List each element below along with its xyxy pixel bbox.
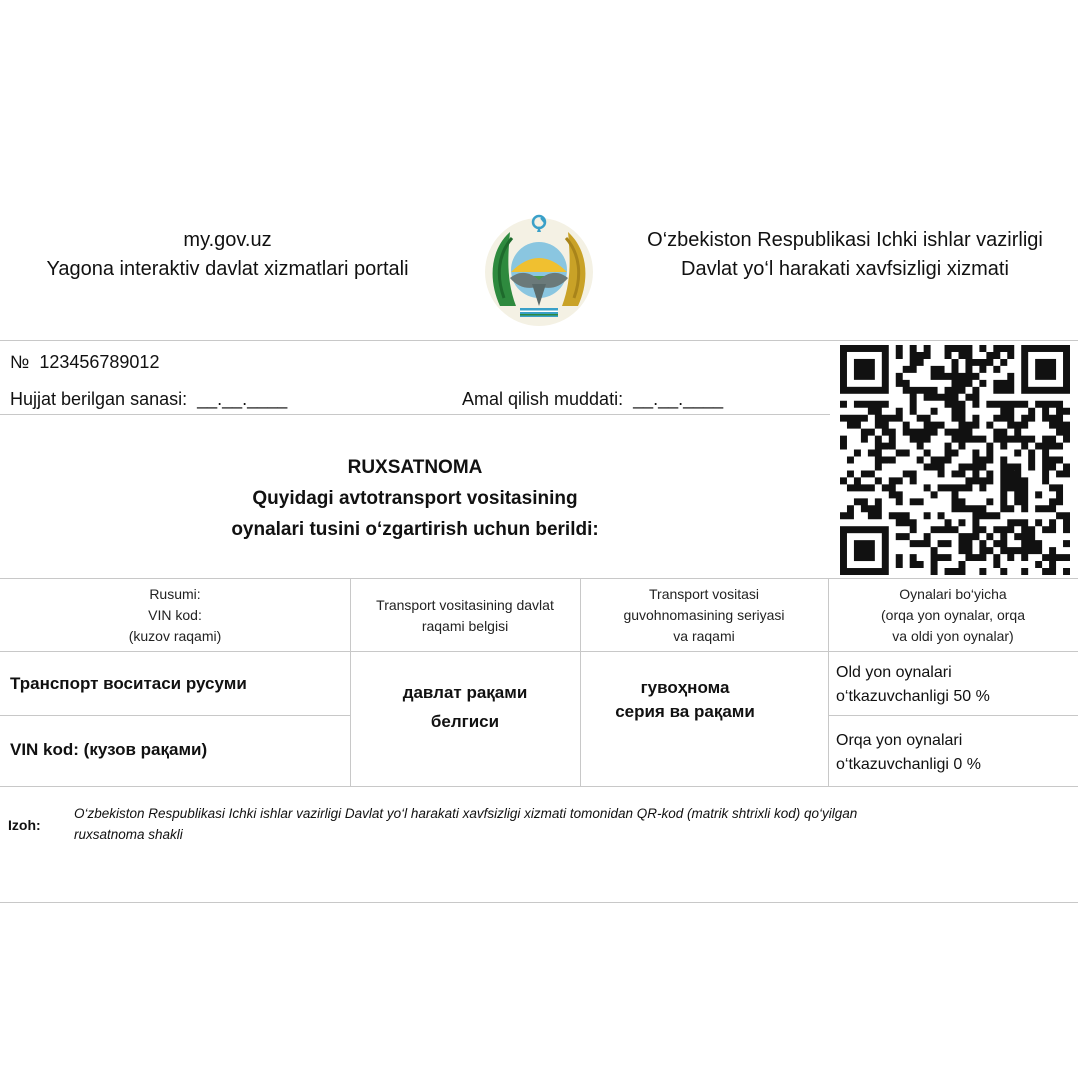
col1-row-divider bbox=[0, 715, 350, 716]
title-subline1: Quyidagi avtotransport vositasining bbox=[252, 488, 578, 509]
header-text: guvohnomasining seriyasi bbox=[623, 607, 785, 623]
portal-url: my.gov.uz bbox=[183, 229, 272, 251]
validity-label: Amal qilish muddati: bbox=[462, 389, 624, 409]
tint-line: Old yon oynalari bbox=[836, 664, 952, 681]
header-text: VIN kod: bbox=[148, 607, 202, 623]
note-line: O‘zbekiston Respublikasi Ichki ishlar vazirligi Davlat yo‘l harakati xavfsizligi xizmati tomonidan QR-kod (matrik shtrixli kod) qo‘yilgan bbox=[74, 806, 858, 821]
tint-line: o‘tkazuvchanligi 0 % bbox=[836, 756, 981, 773]
tint-line: o‘tkazuvchanligi 50 % bbox=[836, 688, 990, 705]
plate-number-cell bbox=[350, 678, 580, 736]
table-top-border bbox=[0, 578, 1078, 579]
certificate-line: гувоҳнома bbox=[640, 678, 730, 697]
number-value: 123456789012 bbox=[39, 352, 160, 372]
issue-date-label: Hujjat berilgan sanasi: bbox=[10, 389, 188, 409]
header-text: Oynalari bo‘yicha bbox=[899, 586, 1007, 602]
title-heading: RUXSATNOMA bbox=[347, 457, 483, 478]
issue-date-value: __.__.____ bbox=[197, 389, 288, 409]
header-model-vin bbox=[0, 584, 350, 647]
validity-date bbox=[462, 389, 723, 410]
header-text: (orqa yon oynalar, orqa bbox=[881, 607, 1025, 623]
header-text: Transport vositasi bbox=[649, 586, 759, 602]
header-text: va oldi yon oynalar) bbox=[892, 628, 1014, 644]
col4-row-divider bbox=[828, 715, 1078, 716]
title-subline2: oynalari tusini o‘zgartirish uchun berildi: bbox=[231, 519, 599, 540]
header-divider bbox=[0, 340, 1078, 341]
ministry-name: O‘zbekiston Respublikasi Ichki ishlar vazirligi bbox=[647, 229, 1043, 251]
note-label: Izoh: bbox=[8, 817, 41, 833]
note-text bbox=[74, 803, 1074, 845]
footer-divider bbox=[0, 902, 1078, 903]
tint-line: Orqa yon oynalari bbox=[836, 732, 963, 749]
certificate-line: серия ва рақами bbox=[615, 702, 755, 721]
service-name: Davlat yo‘l harakati xavfsizligi xizmati bbox=[681, 258, 1009, 280]
header-text: Rusumi: bbox=[149, 586, 201, 602]
header-text: Transport vositasining davlat bbox=[376, 597, 554, 613]
number-symbol: № bbox=[10, 352, 30, 372]
plate-line: давлат рақами bbox=[402, 683, 528, 702]
dates-divider bbox=[0, 414, 830, 415]
qr-finder-pattern bbox=[840, 345, 889, 394]
header-windows bbox=[828, 584, 1078, 647]
portal-name: Yagona interaktiv davlat xizmatlari portali bbox=[46, 258, 409, 280]
validity-value: __.__.____ bbox=[633, 389, 724, 409]
qr-code-icon bbox=[840, 345, 1070, 575]
table-bottom-border bbox=[0, 786, 1078, 787]
ministry-header bbox=[610, 226, 1080, 284]
rear-window-tint-cell bbox=[836, 729, 981, 777]
issue-date bbox=[10, 389, 287, 410]
table-header-border bbox=[0, 651, 1078, 652]
header-plate-number bbox=[350, 595, 580, 637]
header-text: (kuzov raqami) bbox=[128, 628, 222, 644]
header-text: raqami belgisi bbox=[421, 618, 509, 634]
note-line: ruxsatnoma shakli bbox=[74, 827, 183, 842]
qr-finder-pattern bbox=[840, 526, 889, 575]
header-certificate bbox=[580, 584, 828, 647]
portal-header bbox=[0, 226, 455, 284]
header-text: va raqami bbox=[673, 628, 735, 644]
plate-line: белгиси bbox=[430, 712, 500, 731]
vin-code-cell: VIN kod: (кузов рақами) bbox=[10, 740, 208, 759]
qr-finder-pattern bbox=[1021, 345, 1070, 394]
state-emblem-icon bbox=[480, 210, 598, 330]
vehicle-model-cell: Транспорт воситаси русуми bbox=[10, 674, 247, 693]
certificate-cell bbox=[580, 676, 790, 724]
document-number bbox=[10, 352, 159, 373]
document-title bbox=[0, 452, 830, 545]
front-window-tint-cell bbox=[836, 661, 990, 709]
